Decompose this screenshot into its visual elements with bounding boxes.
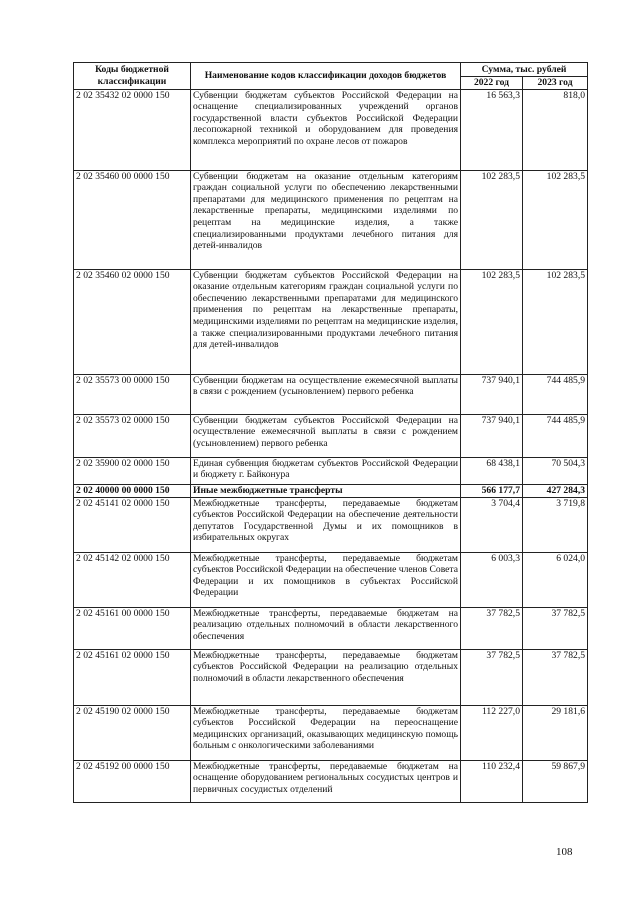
row-name: Субвенции бюджетам субъектов Российской Федерации на оснащение специализированных учреждений органов государственной власти субъектов Российской Федерации лесопожарной техникой и оборудованием для проведения комплекса мероприятий по охране лесов от пожаров bbox=[191, 89, 461, 170]
row-value-2022: 737 940,1 bbox=[461, 374, 523, 414]
row-code: 2 02 45141 02 0000 150 bbox=[74, 497, 191, 552]
table-row bbox=[74, 170, 588, 269]
header-codes: Коды бюджетной классификации bbox=[74, 63, 191, 90]
row-value-2023: 102 283,5 bbox=[523, 170, 588, 269]
row-name: Иные межбюджетные трансферты bbox=[191, 484, 461, 497]
row-code: 2 02 35573 02 0000 150 bbox=[74, 414, 191, 457]
table-row bbox=[74, 760, 588, 802]
row-value-2022: 110 232,4 bbox=[461, 760, 523, 802]
row-value-2022: 102 283,5 bbox=[461, 269, 523, 374]
row-name: Субвенции бюджетам субъектов Российской Федерации на оказание отдельным категориям граждан социальной услуги по обеспечению лекарственными препаратами для медицинского применения по рецептам на лекарственные препараты, медицинскими изделиями по рецептам на медицинские изделия, а также специализированными продуктами лечебного питания для детей-инвалидов bbox=[191, 269, 461, 374]
table-row bbox=[74, 414, 588, 457]
row-value-2022: 112 227,0 bbox=[461, 705, 523, 760]
table-row bbox=[74, 607, 588, 649]
row-value-2023: 427 284,3 bbox=[523, 484, 588, 497]
row-name: Межбюджетные трансферты, передаваемые бюджетам на оснащение оборудованием региональных сосудистых центров и первичных сосудистых отделений bbox=[191, 760, 461, 802]
header-names: Наименование кодов классификации доходов бюджетов bbox=[191, 63, 461, 90]
row-code: 2 02 35460 02 0000 150 bbox=[74, 269, 191, 374]
row-value-2023: 744 485,9 bbox=[523, 414, 588, 457]
row-value-2023: 29 181,6 bbox=[523, 705, 588, 760]
row-name: Межбюджетные трансферты, передаваемые бюджетам субъектов Российской Федерации на реализацию отдельных полномочий в области лекарственного обеспечения bbox=[191, 649, 461, 705]
row-value-2023: 59 867,9 bbox=[523, 760, 588, 802]
row-name: Субвенции бюджетам на оказание отдельным категориям граждан социальной услуги по обеспечению лекарственными препаратами для медицинского применения по рецептам на лекарственные препараты, медицинскими изделиями по рецептам на медицинские изделия, а также специализированными продуктами лечебного питания для детей-инвалидов bbox=[191, 170, 461, 269]
row-code: 2 02 35900 02 0000 150 bbox=[74, 457, 191, 484]
budget-table bbox=[73, 62, 588, 803]
row-name: Субвенции бюджетам на осуществление ежемесячной выплаты в связи с рождением (усыновлением) первого ребенка bbox=[191, 374, 461, 414]
row-value-2022: 6 003,3 bbox=[461, 552, 523, 607]
row-name: Межбюджетные трансферты, передаваемые бюджетам субъектов Российской Федерации на обеспечение членов Совета Федерации и их помощников в субъектах Российской Федерации bbox=[191, 552, 461, 607]
row-value-2022: 16 563,3 bbox=[461, 89, 523, 170]
row-value-2022: 566 177,7 bbox=[461, 484, 523, 497]
table-row bbox=[74, 89, 588, 170]
page-number: 108 bbox=[556, 846, 573, 858]
row-value-2022: 68 438,1 bbox=[461, 457, 523, 484]
row-value-2022: 37 782,5 bbox=[461, 607, 523, 649]
table-row bbox=[74, 457, 588, 484]
table-row bbox=[74, 552, 588, 607]
row-value-2023: 818,0 bbox=[523, 89, 588, 170]
row-name: Межбюджетные трансферты, передаваемые бюджетам субъектов Российской Федерации на обеспечение деятельности депутатов Государственной Думы и их помощников в избирательных округах bbox=[191, 497, 461, 552]
row-value-2023: 70 504,3 bbox=[523, 457, 588, 484]
row-value-2023: 102 283,5 bbox=[523, 269, 588, 374]
table-row bbox=[74, 269, 588, 374]
row-name: Межбюджетные трансферты, передаваемые бюджетам на реализацию отдельных полномочий в области лекарственного обеспечения bbox=[191, 607, 461, 649]
row-code: 2 02 45190 02 0000 150 bbox=[74, 705, 191, 760]
table-row bbox=[74, 497, 588, 552]
row-code: 2 02 45192 00 0000 150 bbox=[74, 760, 191, 802]
row-value-2023: 37 782,5 bbox=[523, 649, 588, 705]
row-code: 2 02 35460 00 0000 150 bbox=[74, 170, 191, 269]
row-code: 2 02 45161 00 0000 150 bbox=[74, 607, 191, 649]
table-row-total bbox=[74, 484, 588, 497]
row-code: 2 02 35432 02 0000 150 bbox=[74, 89, 191, 170]
header-year-2023: 2023 год bbox=[523, 77, 588, 90]
row-name: Единая субвенция бюджетам субъектов Российской Федерации и бюджету г. Байконура bbox=[191, 457, 461, 484]
row-code: 2 02 45142 02 0000 150 bbox=[74, 552, 191, 607]
row-value-2022: 3 704,4 bbox=[461, 497, 523, 552]
row-value-2022: 37 782,5 bbox=[461, 649, 523, 705]
table-header bbox=[74, 63, 588, 90]
row-code: 2 02 40000 00 0000 150 bbox=[74, 484, 191, 497]
table-row bbox=[74, 705, 588, 760]
row-value-2023: 6 024,0 bbox=[523, 552, 588, 607]
row-value-2023: 3 719,8 bbox=[523, 497, 588, 552]
row-code: 2 02 45161 02 0000 150 bbox=[74, 649, 191, 705]
table-row bbox=[74, 649, 588, 705]
header-year-2022: 2022 год bbox=[461, 77, 523, 90]
row-value-2023: 37 782,5 bbox=[523, 607, 588, 649]
table-body bbox=[74, 89, 588, 802]
row-value-2022: 737 940,1 bbox=[461, 414, 523, 457]
row-value-2023: 744 485,9 bbox=[523, 374, 588, 414]
row-code: 2 02 35573 00 0000 150 bbox=[74, 374, 191, 414]
row-name: Субвенции бюджетам субъектов Российской Федерации на осуществление ежемесячной выплаты в связи с рождением (усыновлением) первого ребенка bbox=[191, 414, 461, 457]
header-sum: Сумма, тыс. рублей bbox=[461, 63, 588, 77]
row-value-2022: 102 283,5 bbox=[461, 170, 523, 269]
row-name: Межбюджетные трансферты, передаваемые бюджетам субъектов Российской Федерации на переоснащение медицинских организаций, оказывающих медицинскую помощь больным с онкологическими заболеваниями bbox=[191, 705, 461, 760]
table-row bbox=[74, 374, 588, 414]
